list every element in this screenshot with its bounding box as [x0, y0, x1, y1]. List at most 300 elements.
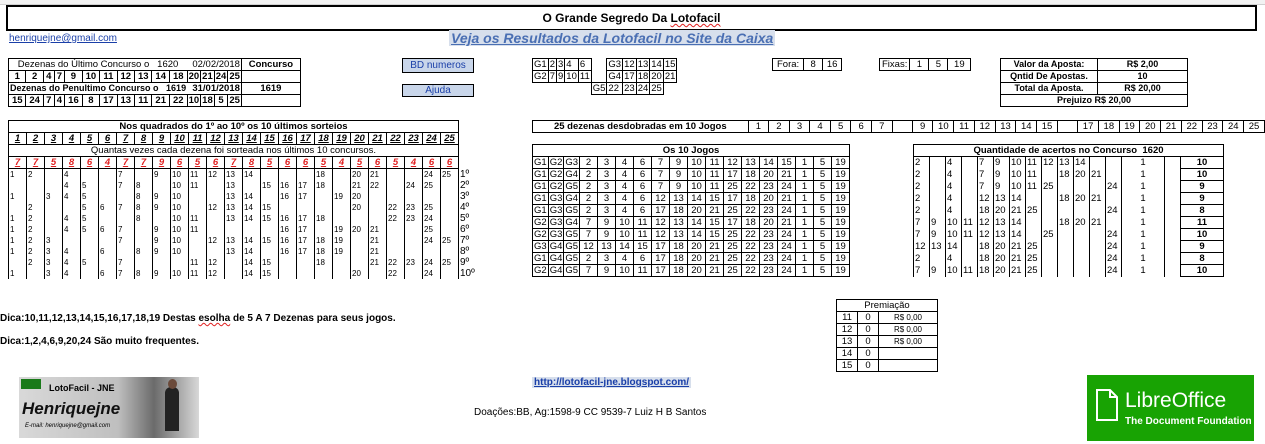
acertos-hits: 10 [1181, 169, 1224, 181]
acertos-cell: 14 [1010, 193, 1026, 205]
jogo-num: 2 [580, 205, 598, 217]
prev-num: 13 [117, 95, 134, 107]
quad-cell [117, 191, 135, 202]
quad-cell [297, 257, 315, 268]
jogo-num: 5 [814, 193, 832, 205]
jogo-num: 11 [634, 265, 652, 277]
acertos-cell [1074, 205, 1090, 217]
quad-cell: 4 [63, 224, 81, 235]
jogo-num: 4 [616, 193, 634, 205]
quad-cell [441, 180, 459, 191]
quad-rank: 9º [460, 257, 470, 268]
acertos-cell [1106, 217, 1122, 229]
jogo-num: 3 [598, 181, 616, 193]
quad-row [9, 246, 480, 257]
bd-numeros-button[interactable]: BD numeros [402, 58, 474, 73]
quad-cell: 7 [117, 202, 135, 213]
acertos-cell: 13 [994, 217, 1010, 229]
acertos-cell [1165, 229, 1181, 241]
jogo-num: 21 [706, 253, 724, 265]
quad-cell [189, 202, 207, 213]
group-num: 11 [579, 71, 590, 82]
quad-cell: 4 [63, 213, 81, 224]
group-num: 7 [549, 71, 555, 82]
quad-header-num: 10 [171, 133, 189, 145]
jogo-num: 4 [616, 253, 634, 265]
quad-cell: 2 [27, 257, 45, 268]
quad-cell: 18 [315, 257, 333, 268]
quad-cell: 13 [225, 213, 243, 224]
quad-cell: 15 [261, 257, 279, 268]
quad-freq-spacer [459, 157, 480, 169]
jogo-num: 5 [814, 229, 832, 241]
quad-header-num: 8 [135, 133, 153, 145]
jogo-num: 5 [814, 157, 832, 169]
logo-left-email: E-mail: henriquejne@gmail.com [25, 423, 111, 429]
acertos-cell: 1 [1122, 265, 1165, 277]
acertos-cell: 21 [1010, 205, 1026, 217]
quad-cell: 16 [279, 224, 297, 235]
quad-cell [261, 169, 279, 181]
jogos-title: Os 10 Jogos [533, 145, 850, 157]
quad-cell [99, 257, 117, 268]
ajuda-button[interactable]: Ajuda [402, 84, 474, 97]
acertos-row [914, 205, 1224, 217]
jogo-num: 2 [580, 253, 598, 265]
blog-link[interactable]: http://lotofacil-jne.blogspot.com/ [534, 377, 689, 388]
jogo-num: 12 [652, 193, 670, 205]
libreoffice-logo [1087, 375, 1254, 441]
desd-num: 7 [871, 121, 892, 133]
quad-cell: 19 [333, 224, 351, 235]
quad-cell [351, 246, 369, 257]
jogo-num: 23 [760, 181, 778, 193]
quad-cell [315, 268, 333, 279]
quad-cell [405, 268, 423, 279]
quad-cell [423, 191, 441, 202]
acertos-row [914, 157, 1224, 169]
prev-num: 16 [65, 95, 82, 107]
acertos-cell: 20 [1074, 217, 1090, 229]
acertos-cell: 1 [1122, 157, 1165, 169]
acertos-cell [1042, 217, 1058, 229]
acertos-cell [1058, 253, 1074, 265]
doacoes-text: Doações:BB, Ag:1598-9 CC 9539-7 Luiz H B Santos [474, 407, 707, 418]
jogo-num: 6 [634, 193, 652, 205]
acertos-cell: 20 [994, 265, 1010, 277]
jogo-num: 9 [670, 181, 688, 193]
premiacao-row [837, 360, 938, 372]
quad-freq-num: 6 [81, 157, 99, 169]
quad-header-num: 14 [243, 133, 261, 145]
jogo-num: 13 [598, 241, 616, 253]
quad-cell: 1 [9, 246, 27, 257]
acertos-cell: 10 [1010, 157, 1026, 169]
quad-header-num: 9 [153, 133, 171, 145]
jogo-num: 24 [778, 181, 796, 193]
jogo-num: 12 [724, 157, 742, 169]
desd-num: 25 [1244, 121, 1265, 133]
jogo-group: G5 [565, 265, 579, 276]
acertos-cell: 24 [1106, 241, 1122, 253]
quad-cell: 17 [297, 224, 315, 235]
jogo-num: 15 [706, 193, 724, 205]
quad-cell [189, 246, 207, 257]
last-row-end [241, 71, 300, 83]
quad-rank: 4º [460, 202, 470, 213]
acertos-cell: 25 [1026, 205, 1042, 217]
document-icon [1095, 389, 1119, 421]
group-num: 14 [651, 59, 662, 70]
quad-cell: 9 [153, 202, 171, 213]
total-label: Total da Aposta. [1001, 83, 1098, 95]
quad-cell: 23 [405, 202, 423, 213]
quad-cell [279, 169, 297, 181]
jogo-num: 18 [742, 217, 760, 229]
jogo-num: 17 [652, 205, 670, 217]
prev-row-end [241, 95, 300, 107]
desd-num: 21 [1161, 121, 1182, 133]
acertos-cell: 9 [994, 157, 1010, 169]
jogo-num: 14 [616, 241, 634, 253]
quad-row [9, 191, 480, 202]
premiacao-row [837, 312, 938, 324]
quad-rank: 2º [460, 180, 470, 191]
premiacao-row [837, 324, 938, 336]
quad-header-num: 23 [405, 133, 423, 145]
quad-cell [9, 180, 27, 191]
quad-cell: 5 [81, 213, 99, 224]
last-num: 4 [43, 71, 54, 83]
quad-cell: 8 [135, 213, 153, 224]
jogo-num: 1 [796, 157, 814, 169]
jogo-num: 5 [814, 217, 832, 229]
last-num: 2 [26, 71, 43, 83]
quad-cell: 2 [27, 224, 45, 235]
jogo-num: 15 [706, 217, 724, 229]
jogo-num: 1 [796, 253, 814, 265]
group-num: 6 [578, 59, 591, 71]
acertos-cell: 1 [1122, 241, 1165, 253]
quad-cell: 8 [135, 191, 153, 202]
quad-freq-num: 6 [297, 157, 315, 169]
quad-header-num: 6 [99, 133, 117, 145]
acertos-cell: 24 [1106, 205, 1122, 217]
acertos-cell: 25 [1042, 181, 1058, 193]
jogo-num: 19 [832, 169, 850, 181]
quad-header-num: 20 [351, 133, 369, 145]
acertos-cell [1026, 193, 1042, 205]
quad-cell [9, 202, 27, 213]
quad-row [9, 213, 480, 224]
acertos-cell: 1 [1122, 217, 1165, 229]
quad-cell [261, 191, 279, 202]
quad-cell [387, 235, 405, 246]
acertos-cell: 7 [914, 217, 930, 229]
jogo-num: 15 [778, 157, 796, 169]
quad-cell: 25 [441, 235, 459, 246]
quad-freq-num: 6 [423, 157, 441, 169]
jogo-num: 14 [688, 217, 706, 229]
acertos-cell: 12 [914, 241, 930, 253]
jogo-num: 18 [742, 169, 760, 181]
quad-cell: 14 [243, 257, 261, 268]
acertos-cell: 13 [994, 229, 1010, 241]
desd-num: 24 [1223, 121, 1244, 133]
desd-num: 15 [1037, 121, 1058, 133]
quad-cell [135, 235, 153, 246]
jogo-num: 23 [760, 265, 778, 277]
acertos-cell: 21 [1010, 241, 1026, 253]
jogo-num: 4 [616, 205, 634, 217]
quad-cell [135, 169, 153, 181]
jogo-group: G2 [549, 169, 563, 180]
acertos-cell [1058, 229, 1074, 241]
title-prefix: O Grande Segredo Da [542, 11, 671, 25]
acertos-cell [1090, 229, 1106, 241]
jogo-num: 9 [598, 229, 616, 241]
acertos-cell [1090, 205, 1106, 217]
acertos-cell [1090, 253, 1106, 265]
quad-cell: 21 [369, 246, 387, 257]
acertos-cell: 7 [978, 181, 994, 193]
quad-cell: 22 [387, 202, 405, 213]
quad-cell: 16 [279, 246, 297, 257]
jogo-num: 4 [616, 169, 634, 181]
quad-cell: 12 [207, 235, 225, 246]
quad-cell: 8 [135, 180, 153, 191]
quad-cell: 16 [279, 235, 297, 246]
jogo-num: 19 [832, 205, 850, 217]
qtd-value: 10 [1098, 71, 1188, 83]
quad-cell: 9 [153, 169, 171, 181]
quad-cell: 21 [369, 257, 387, 268]
acertos-row [914, 241, 1224, 253]
group-num: 4 [565, 59, 579, 71]
quad-cell [333, 268, 351, 279]
quad-cell: 20 [351, 202, 369, 213]
premiacao-pts: 15 [837, 360, 858, 372]
acertos-cell: 18 [978, 205, 994, 217]
acertos-cell: 11 [1026, 157, 1042, 169]
acertos-cell: 7 [914, 265, 930, 277]
jogo-group: G3 [549, 217, 563, 228]
jogo-num: 20 [688, 241, 706, 253]
group-num: 25 [651, 83, 662, 94]
acertos-cell: 11 [1026, 181, 1042, 193]
last-number: 1620 [157, 59, 179, 70]
desd-num: 10 [933, 121, 954, 133]
quad-header-num: 13 [225, 133, 243, 145]
quad-cell: 22 [387, 213, 405, 224]
jogo-num: 2 [580, 181, 598, 193]
jogo-num: 11 [634, 229, 652, 241]
quad-cell: 24 [423, 235, 441, 246]
jogo-num: 19 [832, 253, 850, 265]
group-num: 24 [637, 83, 649, 94]
quad-cell [135, 224, 153, 235]
quad-header-num: 12 [207, 133, 225, 145]
acertos-cell [1058, 181, 1074, 193]
prev-num: 21 [152, 95, 169, 107]
quad-cell: 17 [297, 191, 315, 202]
jogo-num: 5 [814, 253, 832, 265]
acertos-cell: 12 [1042, 157, 1058, 169]
desd-num: 11 [954, 121, 975, 133]
quad-cell: 20 [351, 224, 369, 235]
acertos-cell [962, 253, 978, 265]
quad-cell [369, 213, 387, 224]
jogo-num: 18 [742, 193, 760, 205]
jogo-num: 10 [688, 181, 706, 193]
quad-header-num: 24 [423, 133, 441, 145]
acertos-hits: 9 [1181, 181, 1224, 193]
acertos-cell: 4 [946, 181, 962, 193]
acertos-cell [1042, 193, 1058, 205]
quad-row [9, 235, 480, 246]
quad-cell: 19 [333, 191, 351, 202]
acertos-hits: 8 [1181, 205, 1224, 217]
jogo-num: 5 [814, 265, 832, 277]
quad-cell [297, 268, 315, 279]
quad-cell [225, 224, 243, 235]
desd-num: 5 [830, 121, 851, 133]
jogo-num: 25 [724, 241, 742, 253]
desd-num: 3 [789, 121, 810, 133]
quad-cell [279, 257, 297, 268]
quad-cell: 5 [81, 257, 99, 268]
jogo-group: G5 [565, 181, 579, 192]
quad-cell: 11 [189, 180, 207, 191]
quad-cell [153, 257, 171, 268]
person-head-icon [168, 379, 177, 389]
jogo-group: G4 [565, 193, 579, 204]
group-num: 23 [624, 83, 635, 94]
quad-cell [99, 213, 117, 224]
quad-freq-num: 7 [225, 157, 243, 169]
group-num: 15 [664, 59, 676, 70]
quad-freq-num: 7 [9, 157, 27, 169]
acertos-title: Quantidade de acertos no Concurso [973, 145, 1138, 156]
acertos-cell [1074, 229, 1090, 241]
acertos-cell: 21 [1010, 253, 1026, 265]
acertos-cell: 18 [1058, 193, 1074, 205]
quad-freq-num: 6 [279, 157, 297, 169]
quad-cell: 4 [63, 191, 81, 202]
logo-right-sub: The Document Foundation [1125, 416, 1252, 427]
acertos-cell: 11 [962, 265, 978, 277]
fora-block [772, 58, 842, 71]
acertos-cell [1042, 253, 1058, 265]
acertos-cell [930, 253, 946, 265]
quad-cell: 14 [243, 191, 261, 202]
desd-num: 14 [1016, 121, 1037, 133]
jogo-num: 20 [688, 253, 706, 265]
acertos-cell: 1 [1122, 169, 1165, 181]
acertos-cell: 24 [1106, 229, 1122, 241]
quad-freq-num: 5 [315, 157, 333, 169]
group-num: 22 [607, 83, 623, 95]
quad-cell: 21 [351, 180, 369, 191]
last-date: 02/02/2018 [187, 59, 241, 71]
page-title [6, 5, 1257, 31]
quad-cell: 10 [171, 191, 189, 202]
quad-cell: 11 [189, 169, 207, 181]
jogo-num: 24 [778, 253, 796, 265]
jogo-num: 21 [706, 265, 724, 277]
logo-left-top: LotoFacil - JNE [49, 383, 115, 393]
quad-cell [405, 235, 423, 246]
jogo-num: 13 [670, 193, 688, 205]
quad-cell: 4 [63, 257, 81, 268]
quad-cell: 2 [27, 202, 45, 213]
prev-number: 1619 [166, 83, 187, 93]
quad-cell: 24 [423, 213, 441, 224]
acertos-cell [1042, 205, 1058, 217]
jogo-num: 10 [616, 265, 634, 277]
quad-cell: 18 [315, 169, 333, 181]
premiacao-count: 0 [858, 312, 879, 324]
email-link[interactable]: henriquejne@gmail.com [9, 33, 117, 44]
quad-cell [297, 169, 315, 181]
acertos-cell: 4 [946, 253, 962, 265]
quad-cell: 9 [153, 224, 171, 235]
acertos-cell [1165, 265, 1181, 277]
site-link[interactable]: Veja os Resultados da Lotofacil no Site da Caixa [451, 30, 774, 46]
quad-cell: 10 [171, 235, 189, 246]
quadrados-title: Nos quadrados do 1º ao 10º os 10 últimos sorteios [9, 121, 459, 133]
quad-cell [153, 213, 171, 224]
acertos-cell [1090, 265, 1106, 277]
acertos-cell: 1 [1122, 253, 1165, 265]
dica-1-pre: Dica:10,11,12,13,14,15,16,17,18,19 Destas [0, 313, 199, 324]
quad-cell [27, 191, 45, 202]
jogo-num: 14 [688, 193, 706, 205]
jogo-num: 25 [724, 253, 742, 265]
jogo-num: 19 [832, 181, 850, 193]
premiacao-row [837, 348, 938, 360]
last-num: 11 [100, 71, 117, 83]
quad-cell [369, 202, 387, 213]
jogo-num: 12 [652, 217, 670, 229]
quad-cell: 13 [225, 180, 243, 191]
acertos-cell: 2 [914, 193, 930, 205]
premiacao-pts: 13 [837, 336, 858, 348]
quad-cell: 2 [27, 213, 45, 224]
acertos-cell [1106, 193, 1122, 205]
jogo-num: 2 [580, 169, 598, 181]
acertos-cell [1074, 181, 1090, 193]
acertos-cell: 13 [994, 193, 1010, 205]
jogo-num: 9 [598, 217, 616, 229]
acertos-cell: 18 [978, 241, 994, 253]
quad-cell [261, 246, 279, 257]
quad-cell: 13 [225, 191, 243, 202]
quad-cell: 1 [9, 268, 27, 279]
quad-rank: 6º [460, 224, 470, 235]
fora-num: 8 [804, 59, 823, 71]
dica-1 [0, 313, 396, 324]
quad-cell [117, 213, 135, 224]
jogo-group: G2 [549, 181, 563, 192]
jogo-row [533, 181, 850, 193]
quad-cell: 14 [243, 169, 261, 181]
jogo-num: 17 [652, 265, 670, 277]
quad-cell [45, 213, 63, 224]
group-num: 17 [624, 71, 635, 82]
acertos-cell: 12 [978, 217, 994, 229]
jogo-num: 3 [598, 205, 616, 217]
